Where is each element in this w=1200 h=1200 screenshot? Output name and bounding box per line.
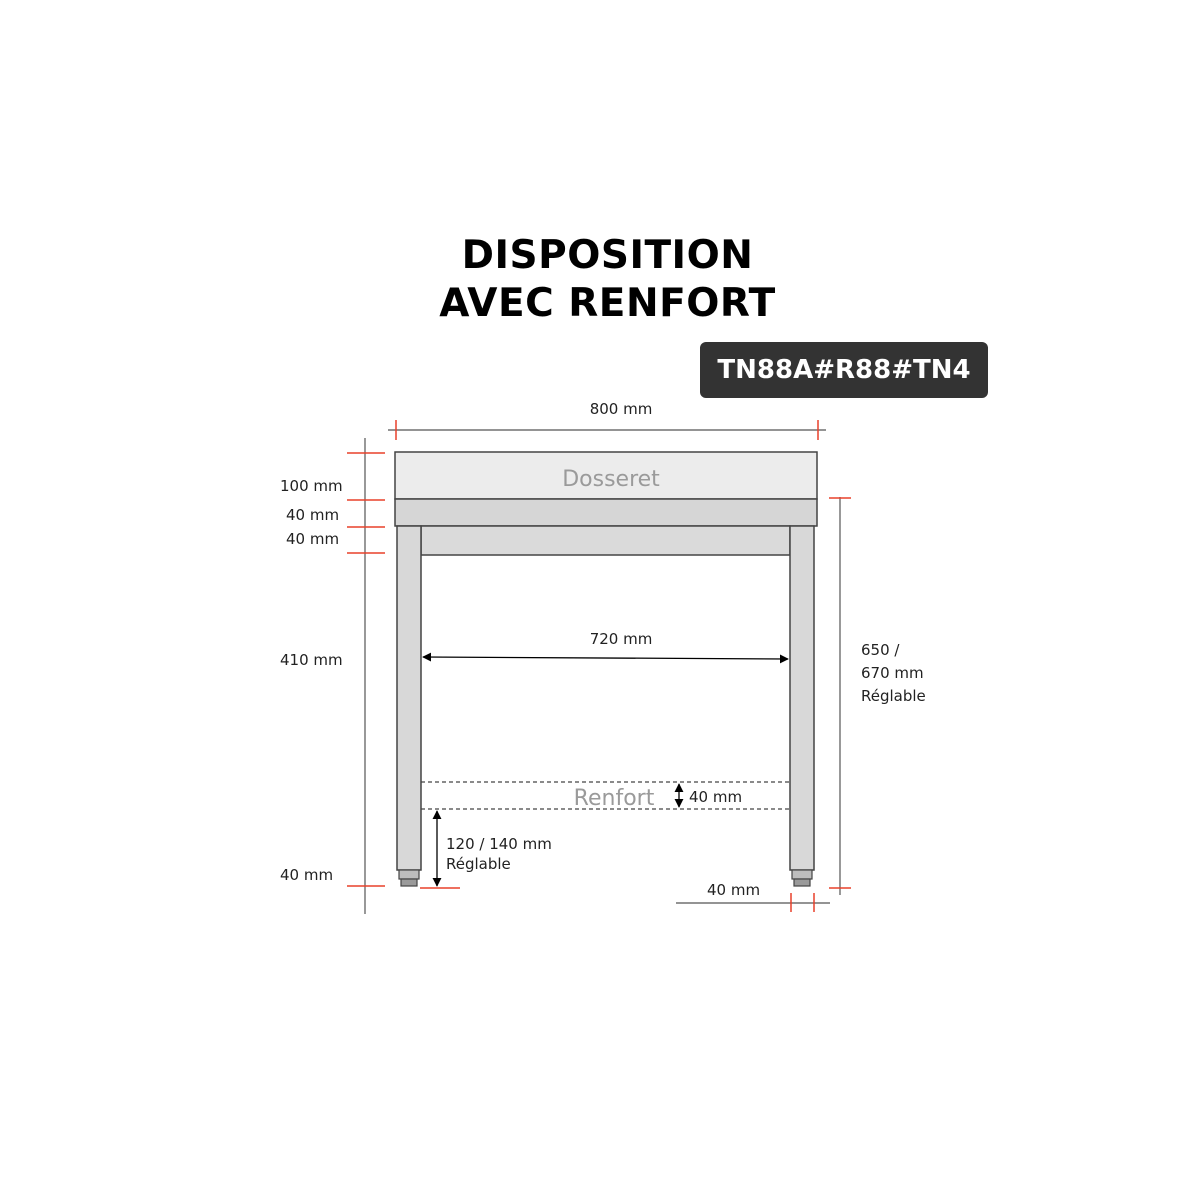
apron-height-label: 40 mm — [286, 530, 340, 548]
left-dimension-line — [347, 438, 385, 914]
backsplash-label: Dosseret — [562, 467, 660, 492]
backsplash-height-label: 100 mm — [280, 477, 343, 495]
total-height-line-2: 670 mm — [861, 664, 924, 682]
top-thickness-label: 40 mm — [286, 506, 340, 524]
apron — [421, 526, 790, 555]
total-height-line-3: Réglable — [861, 687, 926, 705]
right-leg — [790, 526, 814, 886]
width-dimension-line — [388, 420, 826, 440]
overall-width-label: 800 mm — [589, 400, 653, 418]
crossbar-label: Renfort — [573, 786, 655, 811]
left-leg — [397, 526, 421, 886]
table-top — [395, 499, 817, 526]
title-line-1: DISPOSITION — [461, 233, 754, 278]
inner-width-arrow — [423, 657, 788, 659]
foot-height-label: 40 mm — [280, 866, 334, 884]
clearance-line-2: Réglable — [446, 855, 511, 873]
clearance-line-1: 120 / 140 mm — [446, 835, 552, 853]
leg-section-height-label: 410 mm — [280, 651, 343, 669]
title-line-2: AVEC RENFORT — [439, 281, 776, 326]
leg-width-label: 40 mm — [707, 881, 761, 899]
reference-badge: TN88A#R88#TN4 — [700, 342, 988, 398]
crossbar-height-label: 40 mm — [689, 788, 743, 806]
right-dimension-line — [829, 497, 851, 895]
inner-width-label: 720 mm — [589, 630, 653, 648]
total-height-line-1: 650 / — [861, 641, 900, 659]
